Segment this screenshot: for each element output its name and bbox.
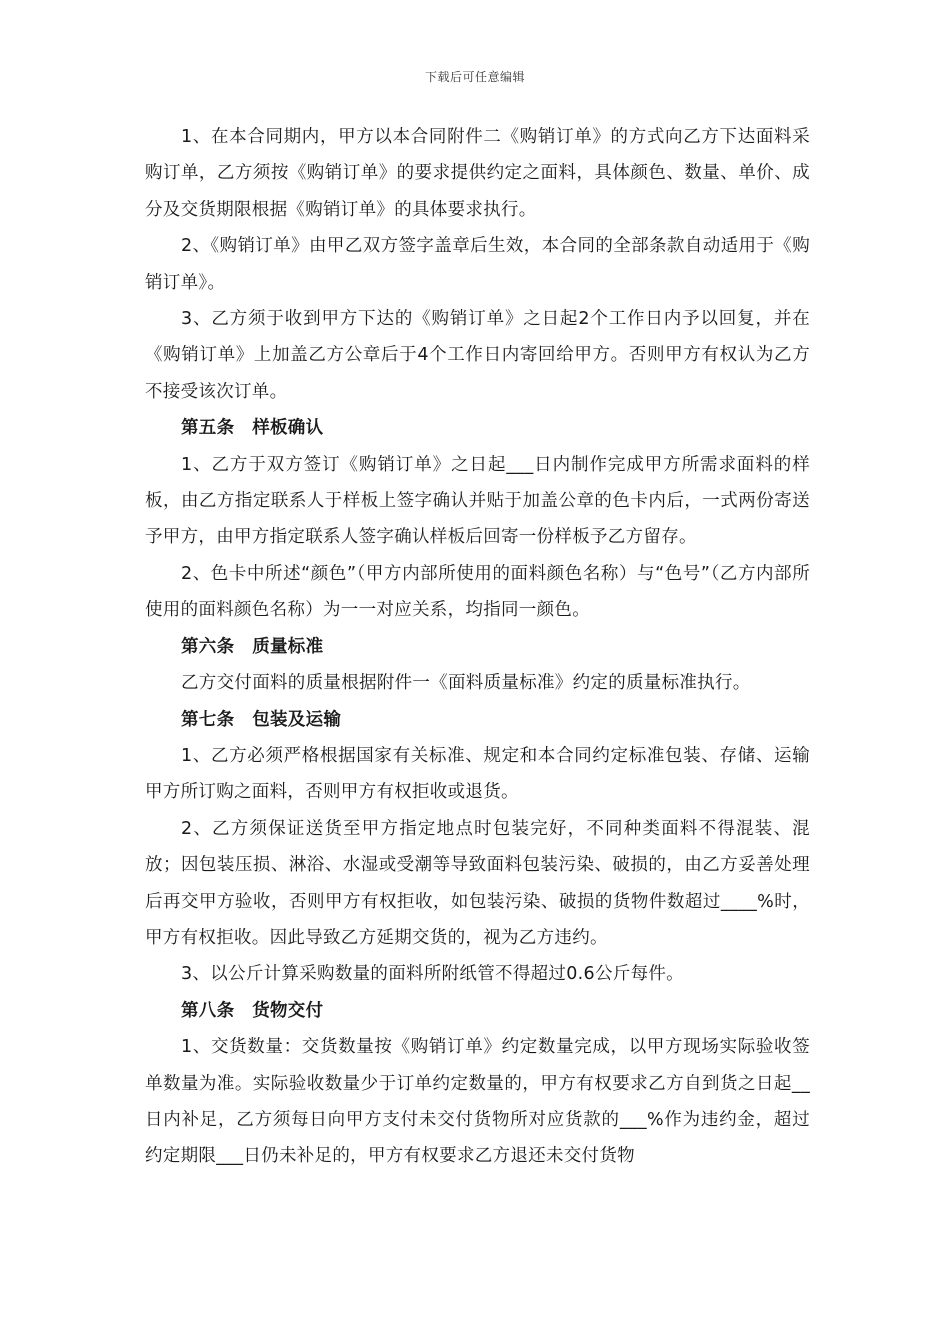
paragraph-7-3: 3、以公斤计算采购数量的面料所附纸管不得超过0.6公斤每件。 [181,964,684,985]
section-heading-7: 第七条 包装及运输 [181,709,342,730]
header-note: 下载后可任意编辑 [424,70,525,84]
paragraph-5-2: 2、色卡中所述“颜色”（甲方内部所使用的面料颜色名称）与“色号”（乙方内部所使用的面料颜色名称）为一一对应关系，均指同一颜色。 [145,563,810,621]
section-heading-6: 第六条 质量标准 [181,636,324,657]
paragraph-4-2: 2、《购销订单》由甲乙双方签字盖章后生效，本合同的全部条款自动适用于《购销订单》。 [145,236,810,293]
paragraph-5-1: 1、乙方于双方签订《购销订单》之日起___日内制作完成甲方所需求面料的样板，由乙方指定联系人于样板上签字确认并贴于加盖公章的色卡内后，一式两份寄送予甲方，由甲方指定联系人签字确认样板后回寄一份样板予乙方留存。 [145,454,810,548]
section-heading-8: 第八条 货物交付 [181,1000,324,1021]
section-heading-5: 第五条 样板确认 [181,418,324,439]
paragraph-4-1: 1、在本合同期内，甲方以本合同附件二《购销订单》的方式向乙方下达面料采购订单，乙方须按《购销订单》的要求提供约定之面料，具体颜色、数量、单价、成分及交货期限根据《购销订单》的具体要求执行。 [145,127,810,220]
contract-body [145,119,810,1175]
paragraph-4-3: 3、乙方须于收到甲方下达的《购销订单》之日起2个工作日内予以回复，并在《购销订单》上加盖乙方公章后于4个工作日内寄回给甲方。否则甲方有权认为乙方不接受该次订单。 [145,309,810,402]
paragraph-7-1: 1、乙方必须严格根据国家有关标准、规定和本合同约定标准包装、存储、运输甲方所订购之面料，否则甲方有权拒收或退货。 [145,745,810,803]
paragraph-8-1: 1、交货数量：交货数量按《购销订单》约定数量完成，以甲方现场实际验收签单数量为准。实际验收数量少于订单约定数量的，甲方有权要求乙方自到货之日起__日内补足，乙方须每日向甲方支付未交付货物所对应货款的___%作为违约金，超过约定期限___日仍未补足的，甲方有权要求乙方退还未交付货物 [145,1037,810,1167]
paragraph-7-2: 2、乙方须保证送货至甲方指定地点时包装完好，不同种类面料不得混装、混放；因包装压损、淋浴、水湿或受潮等导致面料包装污染、破损的，由乙方妥善处理后再交甲方验收，否则甲方有权拒收，如包装污染、破损的货物件数超过____%时，甲方有权拒收。因此导致乙方延期交货的，视为乙方违约。 [145,818,810,948]
paragraph-6-1: 乙方交付面料的质量根据附件一《面料质量标准》约定的质量标准执行。 [181,673,751,694]
